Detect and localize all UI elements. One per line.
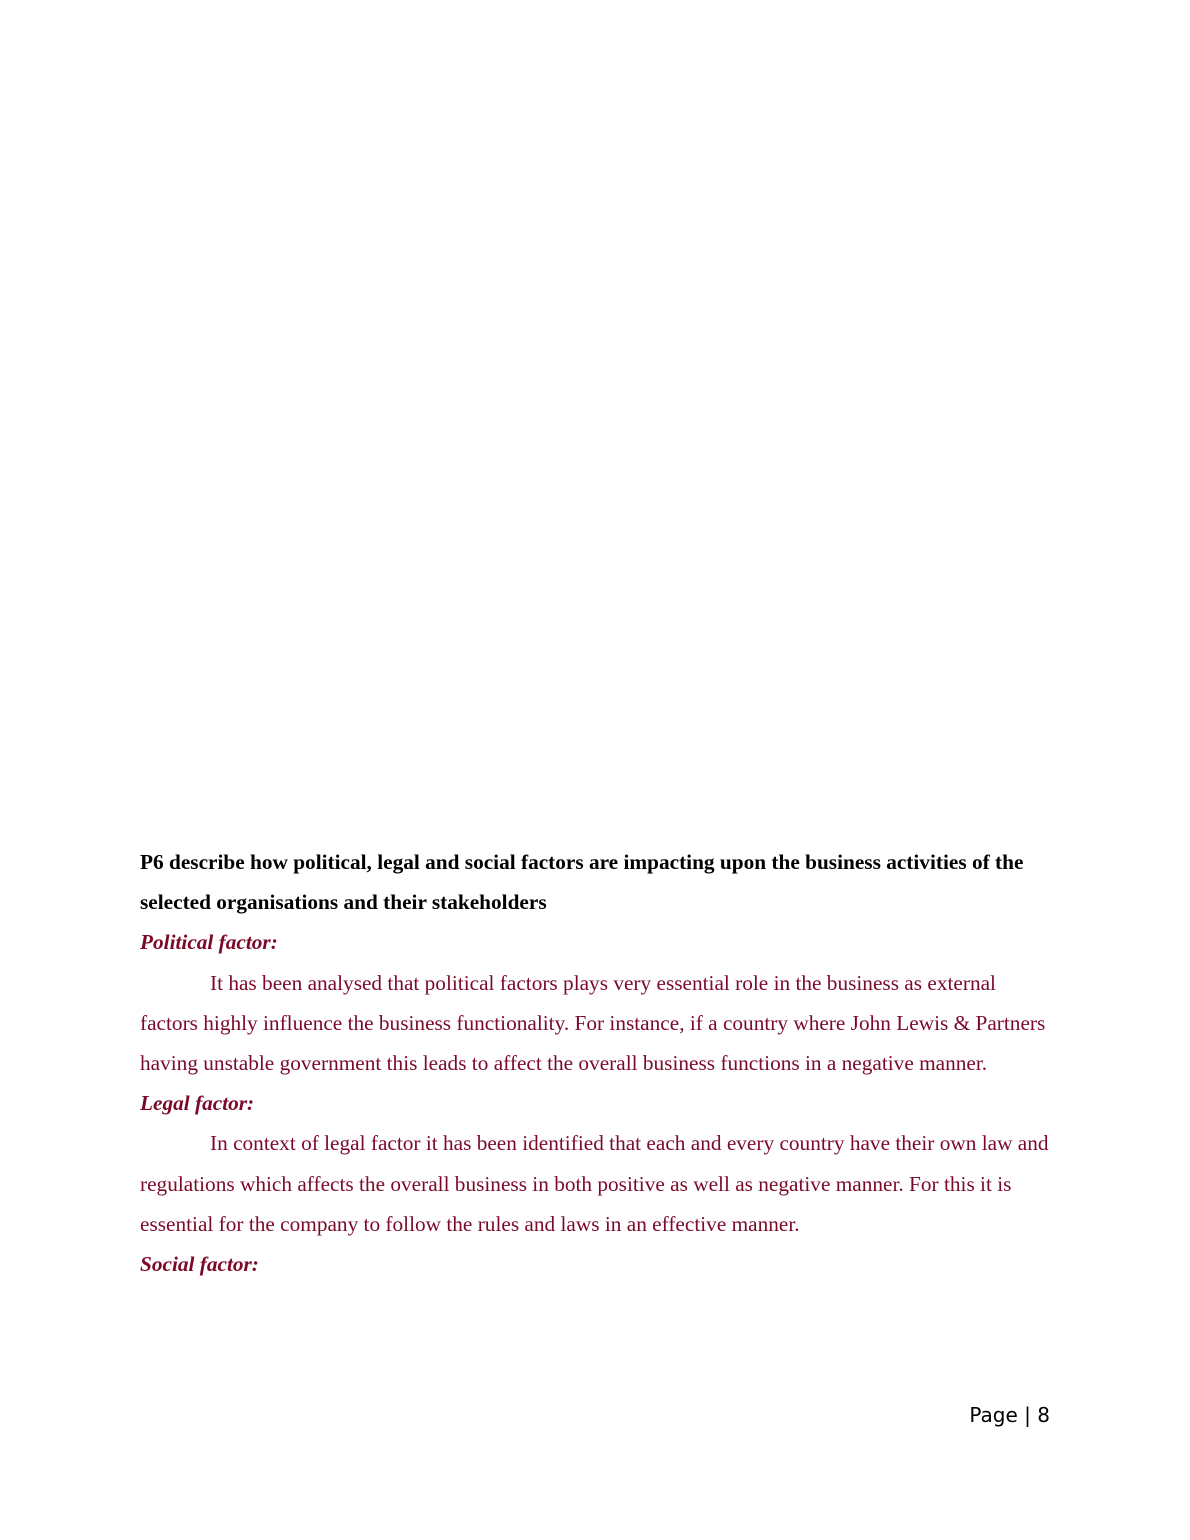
political-factor-title: Political factor: (140, 930, 278, 955)
political-factor-paragraph: It has been analysed that political factors plays very essential role in the business as external factors highly influence the business functionality. For instance, if a country where John Lewis & Partners having unstable government this leads to affect the overall business functions in a negative manner. (140, 970, 1046, 1076)
page-number: Page | 8 (969, 1403, 1050, 1427)
legal-factor-title: Legal factor: (140, 1091, 255, 1116)
section-heading: P6 describe how political, legal and social factors are impacting upon the business activities of the selected organisations and their stakeholders (140, 850, 1024, 915)
page-content (140, 842, 1055, 1284)
social-factor-title: Social factor: (140, 1252, 259, 1277)
legal-factor-paragraph: In context of legal factor it has been identified that each and every country have their own law and regulations which affects the overall business in both positive as well as negative manner. For this it is essential for the company to follow the rules and laws in an effective manner. (140, 1131, 1049, 1236)
